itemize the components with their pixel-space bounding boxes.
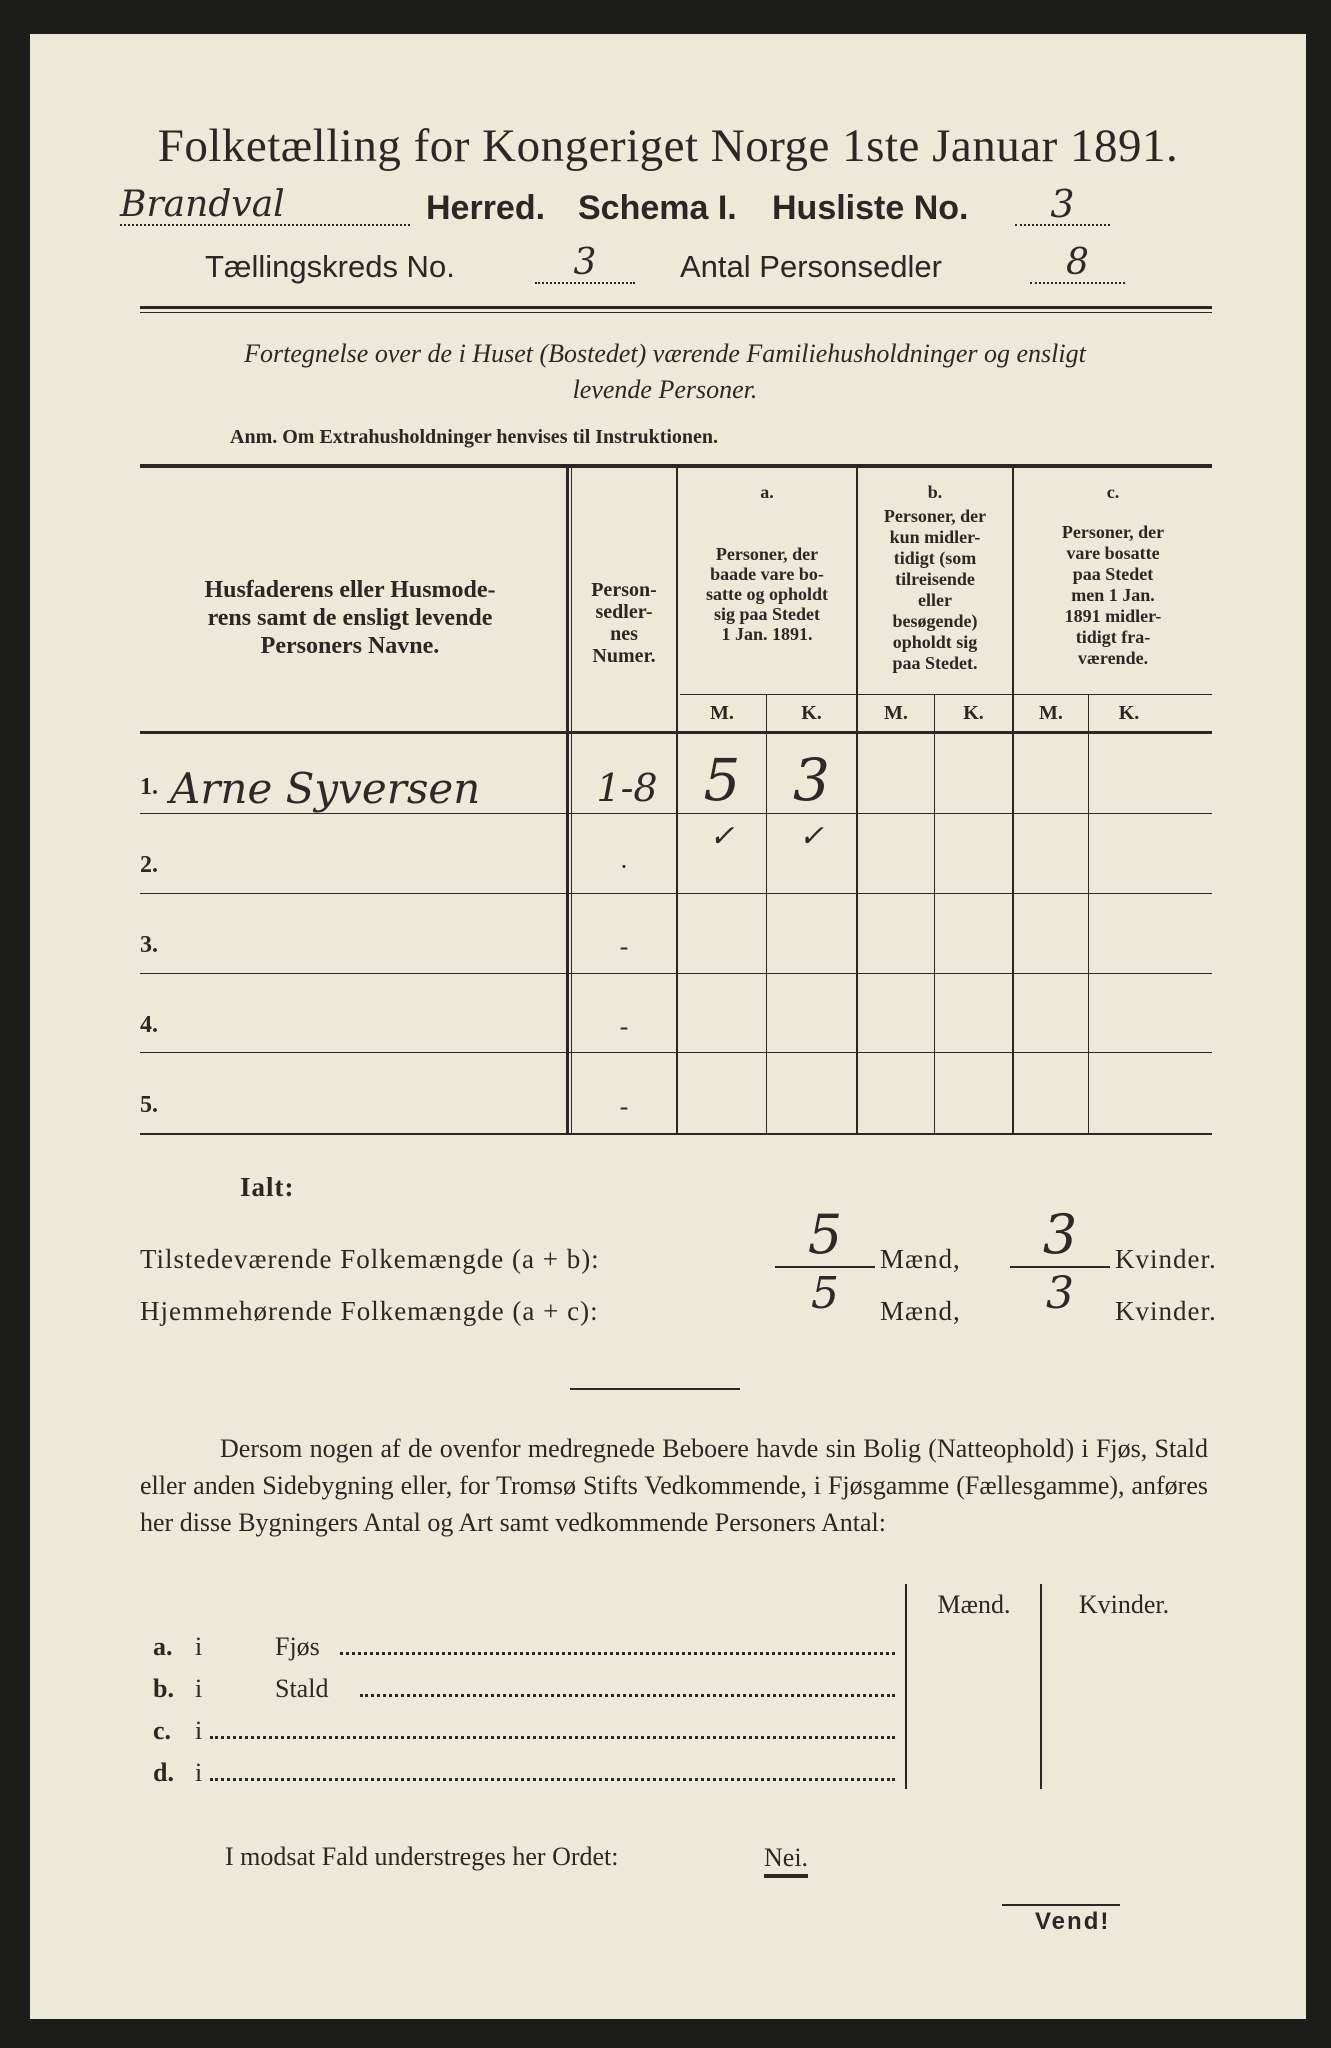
col-a-letter: a. xyxy=(760,482,774,502)
building-row-dots xyxy=(210,1736,895,1739)
col-b-m: M. xyxy=(884,702,908,724)
row-line xyxy=(140,1052,1212,1053)
row-number: 3. xyxy=(140,932,158,958)
col-header-c-line: vare bosatte xyxy=(1066,543,1160,563)
buildings-col-m: Mænd. xyxy=(937,1590,1011,1619)
col-header-b-line: eller xyxy=(918,590,952,610)
personsedler-value: 8 xyxy=(1066,242,1089,283)
kreds-label: Tællingskreds No. xyxy=(205,249,455,284)
col-header-b-line: besøgende) xyxy=(892,611,978,631)
building-row-letter: b. xyxy=(153,1674,174,1703)
buildings-paragraph: Dersom nogen af de ovenfor medregnede Beboere havde sin Bolig (Natteophold) i Fjøs, Stald eller anden Sidebygning eller, for Tromsø Stifts Vedkommende, i Fjøsgamme (Fællesgamme), anføres her disse Bygningers Antal og Art samt vedkommende Personers Antal: xyxy=(140,1434,1208,1537)
intro-line-2: levende Personer. xyxy=(572,375,758,404)
col-header-num-line: nes xyxy=(610,623,638,645)
col-header-b xyxy=(858,506,1012,674)
modsat-word: Nei. xyxy=(764,1842,808,1878)
header-rule xyxy=(140,306,1212,309)
building-row-label: Fjøs xyxy=(275,1632,320,1661)
col-header-b-line: Personer, der xyxy=(883,506,987,526)
husliste-label: Husliste No. xyxy=(772,189,969,227)
row-person-num: · xyxy=(619,852,629,881)
kvinder-label: Kvinder. xyxy=(1115,1244,1217,1274)
personsedler-label: Antal Personsedler xyxy=(680,249,942,284)
row-line xyxy=(140,813,1212,814)
col-header-name-line: Personers Navne. xyxy=(260,633,440,659)
col-header-c-line: men 1 Jan. xyxy=(1071,585,1155,605)
col-header-a-line: satte og opholdt xyxy=(705,584,828,604)
col-header-name-line: Husfaderens eller Husmode- xyxy=(204,577,496,603)
col-c-k: K. xyxy=(1118,702,1140,724)
building-row-i: i xyxy=(195,1758,203,1787)
vend-label: Vend! xyxy=(1035,1908,1111,1935)
col-c-m: M. xyxy=(1039,702,1063,724)
maend-label: Mænd, xyxy=(880,1296,961,1326)
resident-label: Hjemmehørende Folkemængde (a + c): xyxy=(140,1296,599,1326)
col-header-num-line: sedler- xyxy=(595,601,653,623)
personsedler-field xyxy=(1030,242,1125,284)
resident-m-value: 5 xyxy=(811,1268,839,1319)
col-divider-b-mk xyxy=(934,694,935,1133)
row-a-m-value: 5 xyxy=(703,746,741,814)
schema-label: Schema I. xyxy=(578,189,737,227)
building-row-i: i xyxy=(195,1632,203,1661)
building-row-i: i xyxy=(195,1674,203,1703)
building-row-letter: a. xyxy=(153,1632,173,1661)
husliste-field xyxy=(1015,182,1110,226)
col-header-name-line: rens samt de ensligt levende xyxy=(207,605,493,631)
row-line xyxy=(140,893,1212,894)
row-person-num: - xyxy=(619,932,629,961)
col-header-a-line: Personer, der xyxy=(715,544,819,564)
row-number: 1. xyxy=(140,774,158,800)
intro-line-1: Fortegnelse over de i Huset (Bostedet) værende Familiehusholdninger og ensligt xyxy=(244,339,1086,368)
maend-label: Mænd, xyxy=(880,1244,961,1274)
husliste-value: 3 xyxy=(1050,182,1075,226)
col-divider-c-mk xyxy=(1088,694,1089,1133)
col-b-k: K. xyxy=(963,702,984,724)
vend-rule xyxy=(1002,1904,1120,1906)
col-divider-name xyxy=(566,468,569,1133)
intro-text xyxy=(140,336,1190,408)
herred-field xyxy=(120,184,410,226)
row-person-num: - xyxy=(619,1092,629,1121)
building-row-dots xyxy=(360,1694,895,1697)
herred-value: Brandval xyxy=(120,184,285,225)
col-header-c-line: værende. xyxy=(1077,648,1149,668)
row-number: 5. xyxy=(140,1092,158,1118)
anm-note: Anm. Om Extrahusholdninger henvises til Instruktionen. xyxy=(230,426,719,448)
col-header-name xyxy=(140,576,560,660)
kreds-value: 3 xyxy=(573,242,597,283)
census-form-page xyxy=(30,34,1306,2019)
col-header-c xyxy=(1014,522,1212,669)
col-header-num-line: Numer. xyxy=(592,645,656,667)
col-header-num xyxy=(572,579,676,667)
row-number: 4. xyxy=(140,1012,158,1038)
col-header-b-line: tilreisende xyxy=(895,569,975,589)
check-mark: ✓ xyxy=(798,819,825,854)
col-header-c-line: Personer, der xyxy=(1061,522,1165,542)
building-row-i: i xyxy=(195,1716,203,1745)
buildings-divider-2 xyxy=(1040,1584,1042,1789)
building-row-dots xyxy=(210,1778,895,1781)
col-header-c-line: 1891 midler- xyxy=(1064,606,1162,626)
building-row-label: Stald xyxy=(275,1674,329,1703)
col-header-b-line: opholdt sig xyxy=(892,632,978,652)
modsat-label: I modsat Fald understreges her Ordet: xyxy=(225,1842,619,1871)
col-a-m: M. xyxy=(710,702,734,724)
section-divider xyxy=(570,1388,740,1390)
col-header-c-line: paa Stedet xyxy=(1072,564,1154,584)
buildings-divider-1 xyxy=(905,1584,907,1789)
kvinder-label: Kvinder. xyxy=(1115,1296,1217,1326)
row-number: 2. xyxy=(140,852,158,878)
row-name: Arne Syversen xyxy=(170,764,481,813)
mk-separator xyxy=(680,694,1212,695)
row-person-num: - xyxy=(619,1012,629,1041)
col-header-b-line: tidigt (som xyxy=(893,548,977,568)
col-header-c-line: tidigt fra- xyxy=(1075,627,1151,647)
present-k-value: 3 xyxy=(1010,1204,1110,1268)
ialt-label: Ialt: xyxy=(240,1172,295,1202)
present-label: Tilstedeværende Folkemængde (a + b): xyxy=(140,1244,600,1274)
table-bottom-rule xyxy=(140,1133,1212,1135)
col-header-a-line: baade vare bo- xyxy=(710,564,824,584)
resident-k-value: 3 xyxy=(1046,1268,1074,1319)
herred-label: Herred. xyxy=(426,189,546,227)
building-row-letter: c. xyxy=(153,1716,172,1745)
col-header-a-line: 1 Jan. 1891. xyxy=(721,624,813,644)
present-m-value: 5 xyxy=(775,1204,875,1268)
buildings-col-k: Kvinder. xyxy=(1078,1590,1170,1619)
row-line xyxy=(140,973,1212,974)
col-header-a-line: sig paa Stedet xyxy=(713,604,820,624)
kreds-field xyxy=(535,242,635,284)
col-c-letter: c. xyxy=(1106,482,1120,502)
building-row-dots xyxy=(340,1652,895,1655)
check-mark: ✓ xyxy=(709,819,735,854)
building-row-letter: d. xyxy=(153,1758,174,1787)
col-b-letter: b. xyxy=(927,482,943,502)
col-header-b-line: paa Stedet. xyxy=(892,653,978,673)
row-person-num: 1-8 xyxy=(596,766,658,810)
col-header-b-line: kun midler- xyxy=(889,527,981,547)
header-rule-thin xyxy=(140,312,1212,313)
col-a-k: K. xyxy=(801,702,822,724)
row-a-k-value: 3 xyxy=(793,746,830,814)
col-header-num-line: Person- xyxy=(591,579,657,601)
col-header-a xyxy=(678,544,856,644)
form-title: Folketælling for Kongeriget Norge 1ste Januar 1891. xyxy=(157,120,1179,172)
